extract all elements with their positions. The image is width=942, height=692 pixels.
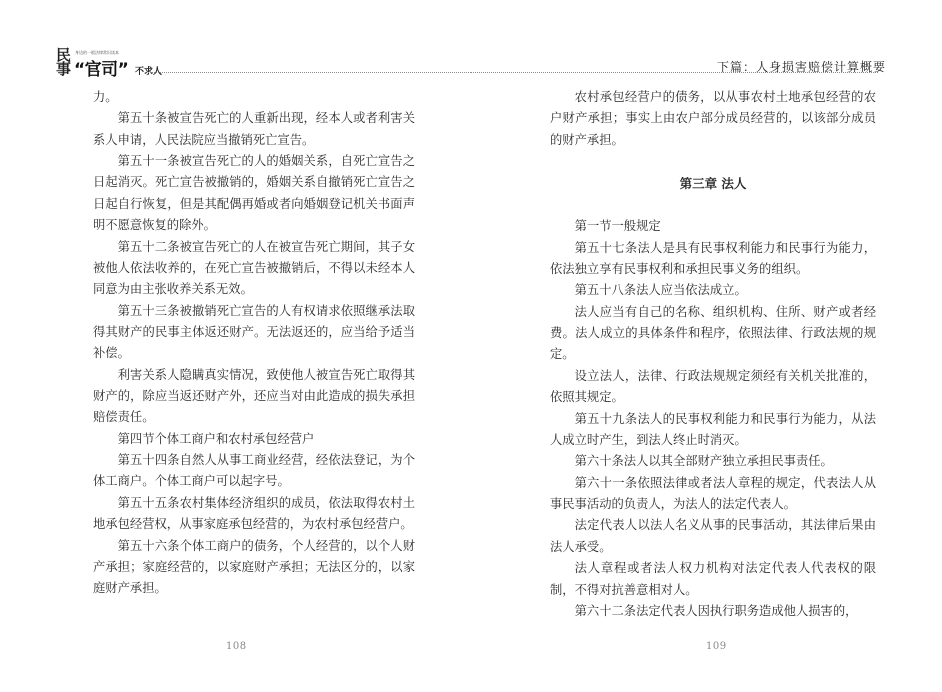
body-paragraph: 农村承包经营户的债务，以从事农村土地承包经营的农户财产承担；事实上由农户部分成员经营的，以该部分成员的财产承担。 <box>550 90 876 147</box>
right-page <box>471 0 942 692</box>
page-number-left: 108 <box>226 641 247 652</box>
body-paragraph: 第一节一般规定 <box>574 219 661 234</box>
body-paragraph: 第五十条被宣告死亡的人重新出现，经本人或者利害关系人申请，人民法院应当撤销死亡宣告。 <box>93 111 415 147</box>
running-head: 下篇：人身损害赔偿计算概要 <box>716 60 886 74</box>
logo-min-shi: 民 事 <box>56 46 72 78</box>
body-paragraph: 第五十三条被撤销死亡宣告的人有权请求依照继承法取得其财产的民事主体返还财产。无法返还的，应当给予适当补偿。 <box>93 303 415 361</box>
header-rule-right <box>471 72 878 73</box>
body-paragraph: 利害关系人隐瞒真实情况，致使他人被宣告死亡取得其财产的，除应当返还财产外，还应当对由此造成的损失承担赔偿责任。 <box>93 367 415 425</box>
body-paragraph: 法定代表人以法人名义从事的民事活动，其法律后果由法人承受。 <box>550 518 876 554</box>
body-paragraph: 第六十二条法定代表人因执行职务造成他人损害的， <box>574 603 858 618</box>
body-paragraph: 法人应当有自己的名称、组织机构、住所、财产或者经费。法人成立的具体条件和程序，依照法律、行政法规的规定。 <box>550 304 876 362</box>
body-paragraph: 第五十八条法人应当依法成立。 <box>574 283 747 298</box>
body-paragraph: 第六十一条依照法律或者法人章程的规定，代表法人从事民事活动的负责人，为法人的法定代表人。 <box>550 475 876 512</box>
logo-tagline: 身边的一般法律常识读本 <box>75 50 119 55</box>
body-paragraph: 第六十条法人以其全部财产独立承担民事责任。 <box>574 454 833 469</box>
body-paragraph: 第五十四条自然人从事工商业经营，经依法登记，为个体工商户。个体工商户可以起字号。 <box>93 453 415 489</box>
logo-guansi: “官司” <box>74 60 129 80</box>
body-paragraph: 第五十二条被宣告死亡的人在被宣告死亡期间，其子女被他人依法收养的，在死亡宣告被撤销后，不得以未经本人同意为由主张收养关系无效。 <box>93 239 415 297</box>
body-paragraph: 第四节个体工商户和农村承包经营户 <box>117 431 315 446</box>
right-body-text <box>550 87 876 622</box>
page-number-right: 109 <box>706 641 727 652</box>
body-paragraph: 第五十六条个体工商户的债务，个人经营的，以个人财产承担；家庭经营的，以家庭财产承担；无法区分的，以家庭财产承担。 <box>93 538 415 596</box>
left-body-text <box>93 87 415 600</box>
body-paragraph: 第五十七条法人是具有民事权利能力和民事行为能力，依法独立享有民事权利和承担民事义务的组织。 <box>550 240 876 276</box>
logo-buqiu: 不求人 <box>135 67 163 77</box>
header-rule-left <box>148 72 471 73</box>
body-paragraph: 法人章程或者法人权力机构对法定代表人代表权的限制，不得对抗善意相对人。 <box>550 561 876 597</box>
chapter-title: 第三章 法人 <box>679 175 747 191</box>
body-paragraph: 第五十一条被宣告死亡的人的婚姻关系，自死亡宣告之日起消灭。死亡宣告被撤销的，婚姻关系自撤销死亡宣告之日起自行恢复，但是其配偶再婚或者向婚姻登记机关书面声明不愿意恢复的除外。 <box>93 154 415 233</box>
body-paragraph: 力。 <box>93 90 118 104</box>
body-paragraph: 第五十五条农村集体经济组织的成员，依法取得农村土地承包经营权，从事家庭承包经营的，为农村承包经营户。 <box>93 495 415 532</box>
body-paragraph: 第五十九条法人的民事权利能力和民事行为能力，从法人成立时产生，到法人终止时消灭。 <box>550 411 876 447</box>
body-paragraph: 设立法人，法律、行政法规规定须经有关机关批准的，依照其规定。 <box>550 368 876 405</box>
